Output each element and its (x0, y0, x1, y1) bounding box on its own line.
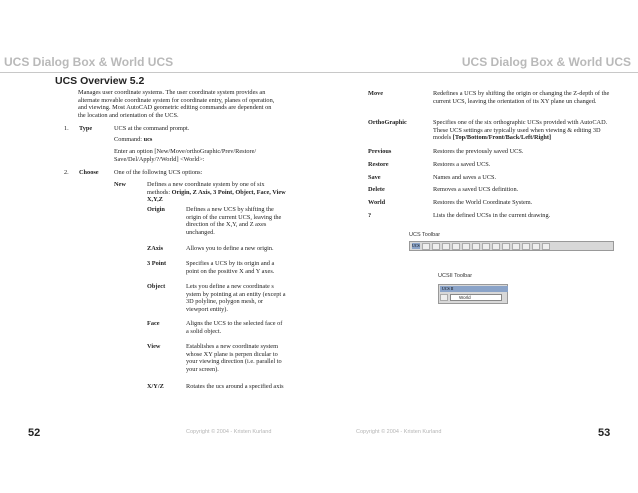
sub-option-label: 3 Point (147, 260, 167, 267)
view-ucs-icon[interactable] (472, 243, 480, 250)
z-rotate-icon[interactable] (532, 243, 540, 250)
page-number: 53 (598, 427, 611, 439)
previous-ucs-icon[interactable] (442, 243, 450, 250)
3point-ucs-icon[interactable] (502, 243, 510, 250)
copyright: Copyright © 2004 - Kristen Kurland (356, 429, 442, 435)
option-label: ? (368, 212, 372, 219)
ucs-icon[interactable] (422, 243, 430, 250)
step-1-text: UCS at the command prompt. (114, 125, 190, 132)
page-header: UCS Dialog Box & World UCS (4, 55, 174, 69)
command-options: Enter an option [New/Move/orthoGraphic/Prev/Restore/ Save/Del/Apply/?/World] <World>: (114, 148, 257, 163)
right-page (319, 0, 638, 493)
sub-option-label: Face (147, 320, 160, 327)
sub-option-label: Origin (147, 206, 165, 213)
origin-ucs-icon[interactable] (482, 243, 490, 250)
ucs-select[interactable]: World (450, 294, 502, 301)
apply-ucs-icon[interactable] (542, 243, 550, 250)
option-desc: Specifies one of the six orthographic UCSs provided with AutoCAD. These UCS settings are typically used when viewing & editing 3D models (433, 119, 608, 142)
step-1-number: 1. (64, 125, 69, 132)
option-text: Restores the previously saved UCS. (433, 148, 524, 155)
option-label: World (368, 199, 386, 206)
option-label: Move (368, 90, 384, 97)
ucsii-row (440, 294, 502, 301)
option-text (433, 119, 615, 142)
section-title: UCS Overview 5.2 (55, 75, 145, 87)
sub-option-text: Rotates the ucs around a specified axis (186, 383, 284, 390)
header-rule (0, 72, 319, 73)
option-label: Delete (368, 186, 385, 193)
step-2-number: 2. (64, 169, 69, 176)
ucs-toolbar (409, 241, 614, 251)
sub-option-text: Aligns the UCS to the selected face of a solid object. (186, 320, 283, 335)
option-text: Redefines a UCS by shifting the origin or changing the Z-depth of the current UCS, leaving the orientation of its XY plane un changed. (433, 90, 610, 105)
object-ucs-icon[interactable] (462, 243, 470, 250)
option-text: Names and saves a UCS. (433, 174, 497, 181)
sub-option-label: Object (147, 283, 166, 290)
option-text: Lists the defined UCSs in the current drawing. (433, 212, 551, 219)
command-value: ucs (143, 136, 153, 143)
toolbar-title: UCS (412, 243, 420, 248)
option-text: Restores the World Coordinate System. (433, 199, 533, 206)
ucsii-toolbar-caption: UCSII Toolbar (438, 273, 473, 279)
option-new-methods: Origin, Z Axis, 3 Point, Object, Face, View X,Y,Z (147, 188, 286, 204)
header-rule (319, 72, 638, 73)
option-new-label: New (114, 181, 126, 188)
step-2-text: One of the following UCS options: (114, 169, 203, 176)
sub-option-label: View (147, 343, 161, 350)
page-header: UCS Dialog Box & World UCS (461, 55, 631, 69)
sub-option-text: Defines a new UCS by shifting the origin of the current UCS, leaving the direction of the X,Y, and Z axes unchanged. (186, 206, 282, 236)
sub-option-text: Allows you to define a new origin. (186, 245, 274, 252)
option-text: Restores a saved UCS. (433, 161, 491, 168)
intro-paragraph: Manages user coordinate systems. The user coordinate system provides an alternate movable coordinate system for coordinate entry, planes of operation, and viewing. Most AutoCAD geometric editing commands are dependent on the location and orientation of the UCS. (78, 89, 275, 119)
option-new-text (147, 181, 287, 204)
y-rotate-icon[interactable] (522, 243, 530, 250)
option-label: Previous (368, 148, 392, 155)
option-label: OrthoGraphic (368, 119, 407, 126)
step-2-label: Choose (79, 169, 99, 176)
option-views: [Top/Bottom/Front/Back/Left/Right] (452, 134, 552, 142)
sub-option-text: Establishes a new coordinate system whose XY plane is perpen dicular to your viewing direction (i.e. parallel to your screen). (186, 343, 282, 373)
sub-option-label: ZAxis (147, 245, 164, 252)
sub-option-text: Lets you define a new coordinate s ystem by pointing at an entity (except a 3D polyline, polygon mesh, or viewport entity). (186, 283, 286, 313)
option-label: Save (368, 174, 381, 181)
sub-option-label: X/Y/Z (147, 383, 164, 390)
toolbar-title: UCS II (440, 286, 508, 292)
ucsii-toolbar (438, 284, 508, 304)
face-ucs-icon[interactable] (452, 243, 460, 250)
command-line (114, 136, 152, 144)
option-label: Restore (368, 161, 389, 168)
zaxis-ucs-icon[interactable] (492, 243, 500, 250)
command-prefix: Command: (114, 136, 142, 143)
option-text: Removes a saved UCS definition. (433, 186, 519, 193)
step-1-label: Type (79, 125, 93, 132)
named-ucs-icon[interactable] (440, 294, 448, 301)
option-new-desc: Defines a new coordinate system by one of six methods: (147, 181, 265, 196)
x-rotate-icon[interactable] (512, 243, 520, 250)
page-number: 52 (28, 427, 41, 439)
world-ucs-icon[interactable] (432, 243, 440, 250)
sub-option-text: Specifies a UCS by its origin and a point on the positive X and Y axes. (186, 260, 275, 275)
copyright: Copyright © 2004 - Kristen Kurland (186, 429, 272, 435)
ucs-toolbar-caption: UCS Toolbar (409, 232, 441, 238)
